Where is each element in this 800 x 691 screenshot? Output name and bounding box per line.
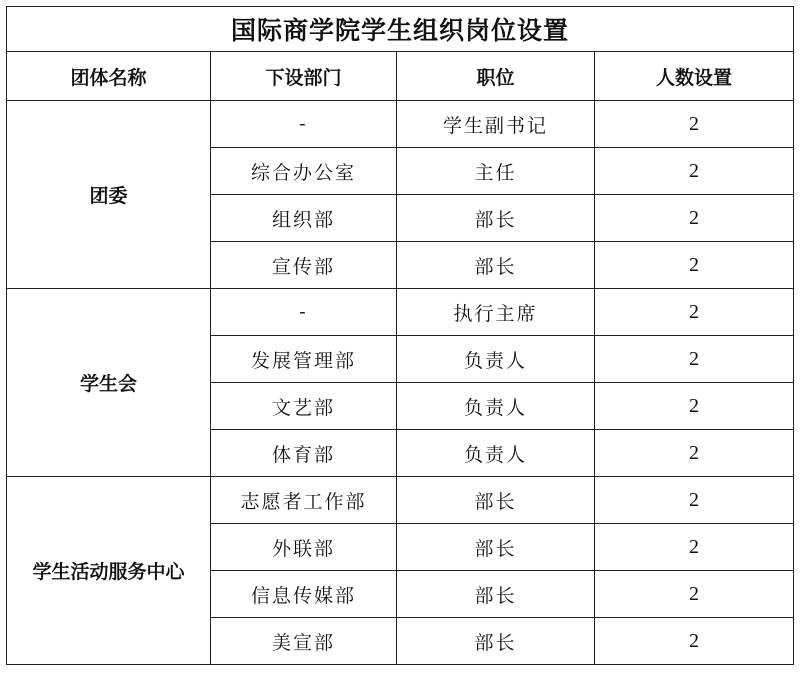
count-cell: 2	[595, 430, 794, 477]
header-department: 下设部门	[211, 52, 397, 101]
position-cell: 主任	[397, 148, 595, 195]
department-cell: 信息传媒部	[211, 571, 397, 618]
department-cell: 组织部	[211, 195, 397, 242]
position-cell: 部长	[397, 571, 595, 618]
position-cell: 学生副书记	[397, 101, 595, 148]
group-name-cell: 团委	[7, 101, 211, 289]
count-cell: 2	[595, 336, 794, 383]
position-cell: 部长	[397, 242, 595, 289]
header-org-name: 团体名称	[7, 52, 211, 101]
group-name-cell: 学生活动服务中心	[7, 477, 211, 665]
count-cell: 2	[595, 383, 794, 430]
position-cell: 部长	[397, 477, 595, 524]
count-cell: 2	[595, 571, 794, 618]
department-cell: 美宣部	[211, 618, 397, 665]
count-cell: 2	[595, 524, 794, 571]
department-cell: 志愿者工作部	[211, 477, 397, 524]
table-row	[7, 477, 794, 524]
position-cell: 部长	[397, 524, 595, 571]
department-cell: 发展管理部	[211, 336, 397, 383]
position-cell: 部长	[397, 618, 595, 665]
count-cell: 2	[595, 101, 794, 148]
position-cell: 部长	[397, 195, 595, 242]
position-cell: 执行主席	[397, 289, 595, 336]
position-cell: 负责人	[397, 383, 595, 430]
header-count: 人数设置	[595, 52, 794, 101]
count-cell: 2	[595, 195, 794, 242]
department-cell: 综合办公室	[211, 148, 397, 195]
department-cell: -	[211, 101, 397, 148]
position-cell: 负责人	[397, 430, 595, 477]
position-cell: 负责人	[397, 336, 595, 383]
count-cell: 2	[595, 242, 794, 289]
count-cell: 2	[595, 148, 794, 195]
count-cell: 2	[595, 477, 794, 524]
table-row	[7, 289, 794, 336]
department-cell: 外联部	[211, 524, 397, 571]
department-cell: 体育部	[211, 430, 397, 477]
count-cell: 2	[595, 289, 794, 336]
department-cell: -	[211, 289, 397, 336]
department-cell: 文艺部	[211, 383, 397, 430]
group-name-cell: 学生会	[7, 289, 211, 477]
count-cell: 2	[595, 618, 794, 665]
header-position: 职位	[397, 52, 595, 101]
department-cell: 宣传部	[211, 242, 397, 289]
header-row	[7, 52, 794, 101]
title-row	[7, 7, 794, 52]
table-row	[7, 101, 794, 148]
positions-table	[6, 6, 794, 665]
table-title: 国际商学院学生组织岗位设置	[7, 7, 794, 52]
